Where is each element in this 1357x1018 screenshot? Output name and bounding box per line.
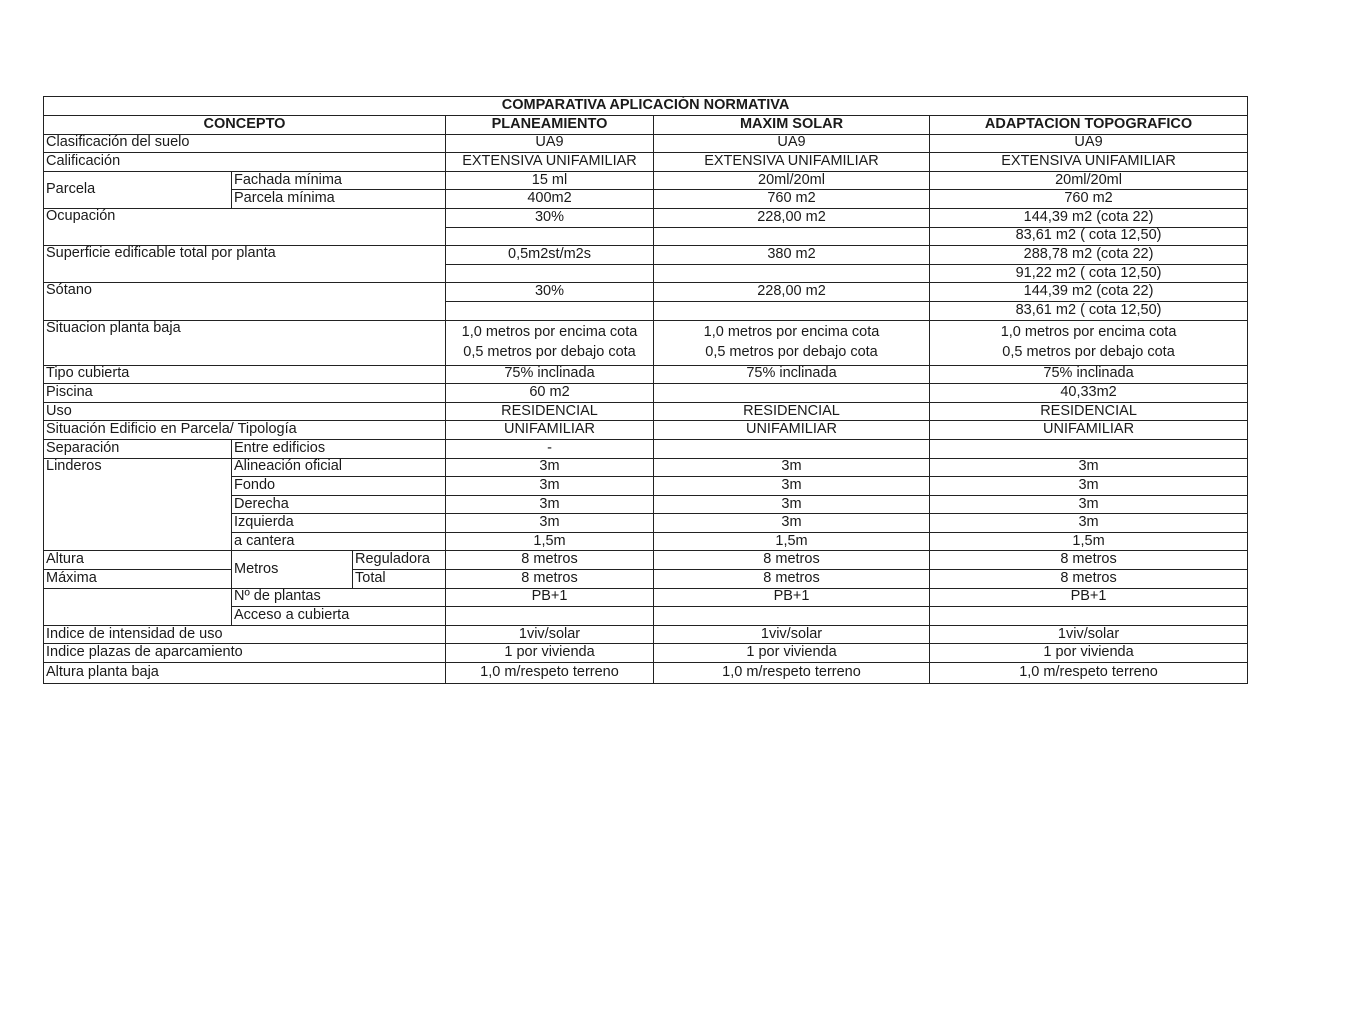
- cell-maxim: [654, 384, 930, 403]
- cell-maxim: [654, 439, 930, 458]
- cell-planeamiento: [446, 320, 654, 365]
- cell-planeamiento: 30%: [446, 283, 654, 302]
- sub-label: Fachada mínima: [232, 171, 446, 190]
- cell-maxim: 1 por vivienda: [654, 644, 930, 663]
- sub-label: Reguladora: [353, 551, 446, 570]
- row-label: Sótano: [44, 283, 446, 320]
- cell-planeamiento: 30%: [446, 208, 654, 227]
- cell-planeamiento: 8 metros: [446, 570, 654, 589]
- sub-label: Acceso a cubierta: [232, 607, 446, 626]
- row-label: Situación Edificio en Parcela/ Tipología: [44, 421, 446, 440]
- table-row: [44, 134, 1248, 153]
- sub-label: Entre edificios: [232, 439, 446, 458]
- cell-adaptacion: 144,39 m2 (cota 22): [930, 208, 1248, 227]
- sub-label: Parcela mínima: [232, 190, 446, 209]
- cell-planeamiento: PB+1: [446, 588, 654, 607]
- table-row: [44, 384, 1248, 403]
- cell-maxim: RESIDENCIAL: [654, 402, 930, 421]
- cell-adaptacion: 3m: [930, 458, 1248, 477]
- row-label: Indice de intensidad de uso: [44, 625, 446, 644]
- cell-adaptacion: RESIDENCIAL: [930, 402, 1248, 421]
- cell-adaptacion: 91,22 m2 ( cota 12,50): [930, 264, 1248, 283]
- row-label: Piscina: [44, 384, 446, 403]
- cell-adaptacion: 83,61 m2 ( cota 12,50): [930, 227, 1248, 246]
- sub-label: Metros: [232, 551, 353, 588]
- comparison-table: [43, 96, 1248, 684]
- row-label: Altura planta baja: [44, 663, 446, 684]
- cell-adaptacion: 3m: [930, 495, 1248, 514]
- row-label: Parcela: [44, 171, 232, 208]
- cell-line: 1,0 metros por encima cota: [461, 323, 638, 340]
- row-label: Superficie edificable total por planta: [44, 246, 446, 283]
- cell-line: 0,5 metros por debajo cota: [1002, 343, 1175, 360]
- cell-maxim: 3m: [654, 477, 930, 496]
- table-title: COMPARATIVA APLICACIÓN NORMATIVA: [44, 97, 1248, 116]
- table-row: [44, 439, 1248, 458]
- cell-line: 1,0 metros por encima cota: [703, 323, 880, 340]
- cell-adaptacion: 1,5m: [930, 532, 1248, 551]
- cell-maxim: 1viv/solar: [654, 625, 930, 644]
- row-label: Indice plazas de aparcamiento: [44, 644, 446, 663]
- cell-planeamiento: [446, 264, 654, 283]
- cell-maxim: UA9: [654, 134, 930, 153]
- cell-adaptacion: [930, 439, 1248, 458]
- cell-line: 1,0 metros por encima cota: [1000, 323, 1177, 340]
- sub-label: Nº de plantas: [232, 588, 446, 607]
- cell-adaptacion: PB+1: [930, 588, 1248, 607]
- cell-maxim: 228,00 m2: [654, 283, 930, 302]
- row-label: Tipo cubierta: [44, 365, 446, 384]
- cell-maxim: 75% inclinada: [654, 365, 930, 384]
- cell-planeamiento: 3m: [446, 458, 654, 477]
- cell-adaptacion: 1 por vivienda: [930, 644, 1248, 663]
- row-label: Máxima: [44, 570, 232, 589]
- cell-maxim: 3m: [654, 495, 930, 514]
- cell-planeamiento: 1,5m: [446, 532, 654, 551]
- cell-adaptacion: 40,33m2: [930, 384, 1248, 403]
- cell-planeamiento: 1viv/solar: [446, 625, 654, 644]
- header-adaptacion: ADAPTACION TOPOGRAFICO: [930, 116, 1248, 135]
- cell-maxim: [654, 320, 930, 365]
- cell-planeamiento: [446, 301, 654, 320]
- cell-planeamiento: 0,5m2st/m2s: [446, 246, 654, 265]
- cell-maxim: 228,00 m2: [654, 208, 930, 227]
- cell-planeamiento: -: [446, 439, 654, 458]
- sub-label: Derecha: [232, 495, 446, 514]
- header-planeamiento: PLANEAMIENTO: [446, 116, 654, 135]
- cell-planeamiento: RESIDENCIAL: [446, 402, 654, 421]
- cell-maxim: 1,0 m/respeto terreno: [654, 663, 930, 684]
- cell-adaptacion: 8 metros: [930, 570, 1248, 589]
- table-row: [44, 570, 1248, 589]
- cell-adaptacion: 75% inclinada: [930, 365, 1248, 384]
- cell-adaptacion: 20ml/20ml: [930, 171, 1248, 190]
- cell-planeamiento: 3m: [446, 495, 654, 514]
- cell-planeamiento: UA9: [446, 134, 654, 153]
- row-label: Calificación: [44, 153, 446, 172]
- cell-maxim: [654, 227, 930, 246]
- table-row: [44, 551, 1248, 570]
- cell-adaptacion: EXTENSIVA UNIFAMILIAR: [930, 153, 1248, 172]
- cell-maxim: PB+1: [654, 588, 930, 607]
- header-row: [44, 116, 1248, 135]
- cell-adaptacion: [930, 607, 1248, 626]
- cell-maxim: UNIFAMILIAR: [654, 421, 930, 440]
- cell-maxim: EXTENSIVA UNIFAMILIAR: [654, 153, 930, 172]
- cell-planeamiento: 3m: [446, 477, 654, 496]
- table-row: [44, 458, 1248, 477]
- sub-label: Alineación oficial: [232, 458, 446, 477]
- cell-adaptacion: 288,78 m2 (cota 22): [930, 246, 1248, 265]
- cell-adaptacion: [930, 320, 1248, 365]
- header-maxim-solar: MAXIM SOLAR: [654, 116, 930, 135]
- row-label: Altura: [44, 551, 232, 570]
- cell-planeamiento: 75% inclinada: [446, 365, 654, 384]
- row-label: [44, 588, 232, 625]
- title-row: [44, 97, 1248, 116]
- table-row: [44, 320, 1248, 365]
- sub-label: a cantera: [232, 532, 446, 551]
- cell-maxim: 8 metros: [654, 551, 930, 570]
- cell-planeamiento: 1,0 m/respeto terreno: [446, 663, 654, 684]
- table-row: [44, 208, 1248, 227]
- header-concepto: CONCEPTO: [44, 116, 446, 135]
- table-row: [44, 421, 1248, 440]
- cell-adaptacion: 1,0 m/respeto terreno: [930, 663, 1248, 684]
- sub-label: Fondo: [232, 477, 446, 496]
- cell-adaptacion: 83,61 m2 ( cota 12,50): [930, 301, 1248, 320]
- cell-planeamiento: 60 m2: [446, 384, 654, 403]
- cell-maxim: [654, 301, 930, 320]
- row-label: Linderos: [44, 458, 232, 551]
- table-row: [44, 365, 1248, 384]
- cell-maxim: 3m: [654, 458, 930, 477]
- cell-planeamiento: [446, 227, 654, 246]
- cell-adaptacion: 8 metros: [930, 551, 1248, 570]
- row-label: Clasificación del suelo: [44, 134, 446, 153]
- sub-label: Total: [353, 570, 446, 589]
- row-label: Situacion planta baja: [44, 320, 446, 365]
- cell-planeamiento: 8 metros: [446, 551, 654, 570]
- cell-maxim: 760 m2: [654, 190, 930, 209]
- cell-planeamiento: 1 por vivienda: [446, 644, 654, 663]
- row-label: Ocupación: [44, 208, 446, 245]
- cell-maxim: 3m: [654, 514, 930, 533]
- cell-planeamiento: 3m: [446, 514, 654, 533]
- row-label: Uso: [44, 402, 446, 421]
- cell-maxim: 380 m2: [654, 246, 930, 265]
- cell-planeamiento: UNIFAMILIAR: [446, 421, 654, 440]
- cell-line: 0,5 metros por debajo cota: [463, 343, 636, 360]
- table-row: [44, 153, 1248, 172]
- cell-line: 0,5 metros por debajo cota: [705, 343, 878, 360]
- cell-planeamiento: 400m2: [446, 190, 654, 209]
- table-row: [44, 644, 1248, 663]
- cell-planeamiento: EXTENSIVA UNIFAMILIAR: [446, 153, 654, 172]
- cell-adaptacion: 3m: [930, 477, 1248, 496]
- table-row: [44, 283, 1248, 302]
- row-label: Separación: [44, 439, 232, 458]
- cell-maxim: 1,5m: [654, 532, 930, 551]
- sub-label: Izquierda: [232, 514, 446, 533]
- table-row: [44, 246, 1248, 265]
- cell-planeamiento: 15 ml: [446, 171, 654, 190]
- cell-maxim: 20ml/20ml: [654, 171, 930, 190]
- cell-adaptacion: 3m: [930, 514, 1248, 533]
- table-row: [44, 588, 1248, 607]
- table-row: [44, 663, 1248, 684]
- cell-maxim: 8 metros: [654, 570, 930, 589]
- cell-adaptacion: 760 m2: [930, 190, 1248, 209]
- cell-maxim: [654, 607, 930, 626]
- cell-adaptacion: 144,39 m2 (cota 22): [930, 283, 1248, 302]
- cell-adaptacion: 1viv/solar: [930, 625, 1248, 644]
- table-row: [44, 625, 1248, 644]
- table-row: [44, 402, 1248, 421]
- cell-adaptacion: UA9: [930, 134, 1248, 153]
- cell-maxim: [654, 264, 930, 283]
- cell-planeamiento: [446, 607, 654, 626]
- cell-adaptacion: UNIFAMILIAR: [930, 421, 1248, 440]
- table-row: [44, 171, 1248, 190]
